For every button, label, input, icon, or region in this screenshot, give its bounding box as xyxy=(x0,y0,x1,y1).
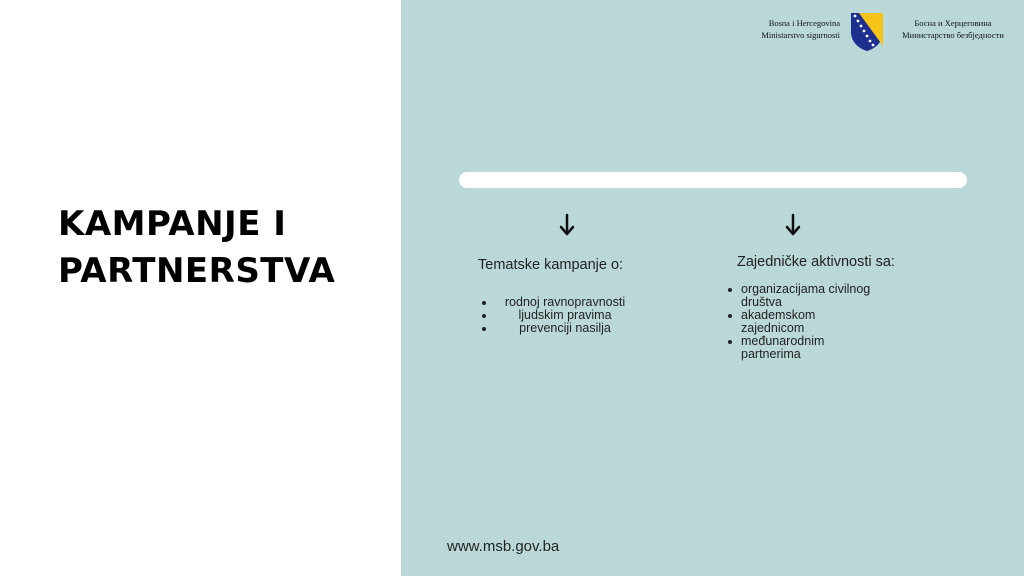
slide-title-line: KAMPANJE I xyxy=(58,204,287,244)
slide-title-line: PARTNERSTVA xyxy=(58,251,336,291)
ministry-country-cyrillic: Босна и Херцеговина xyxy=(914,18,992,28)
list-item: prevenciji nasilja xyxy=(480,322,640,335)
arrow-down-icon xyxy=(559,213,575,237)
ministry-title-cyrillic: Министарство безбједности xyxy=(902,30,1004,40)
left-panel xyxy=(0,0,401,576)
arrow-down-icon xyxy=(785,213,801,237)
list-item xyxy=(728,283,888,309)
coat-of-arms-icon xyxy=(850,12,884,52)
divider-bar xyxy=(459,172,967,188)
list-item-line: partnerima xyxy=(741,347,801,361)
campaigns-heading: Tematske kampanje o: xyxy=(478,257,624,273)
slide-title xyxy=(58,201,335,295)
list-item-line: akademskom xyxy=(741,308,816,322)
list-item xyxy=(728,309,888,335)
list-item-line: društva xyxy=(741,295,782,309)
list-item xyxy=(728,335,888,361)
list-item: rodnoj ravnopravnosti xyxy=(480,296,640,309)
activities-heading: Zajedničke aktivnosti sa: xyxy=(737,254,895,270)
list-item-line: zajednicom xyxy=(741,321,805,335)
ministry-name-cyrillic xyxy=(893,17,1013,41)
ministry-name-latin xyxy=(735,17,840,41)
ministry-title-latin: Ministarstvo sigurnosti xyxy=(761,30,840,40)
list-item: ljudskim pravima xyxy=(480,309,640,322)
list-item-line: međunarodnim xyxy=(741,334,825,348)
ministry-country-latin: Bosna i Hercegovina xyxy=(768,18,840,28)
right-panel xyxy=(401,0,1024,576)
activities-list xyxy=(728,283,888,361)
website-url: www.msb.gov.ba xyxy=(447,538,560,555)
campaigns-list xyxy=(480,296,640,335)
list-item-line: organizacijama civilnog xyxy=(741,282,871,296)
